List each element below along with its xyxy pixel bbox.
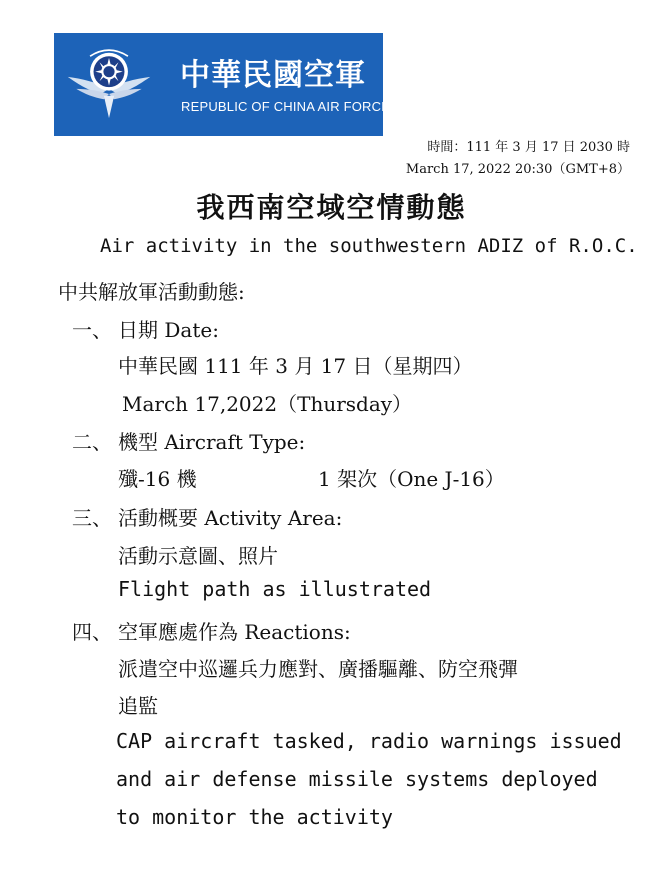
activity-chinese: 活動示意圖、照片 [118,544,278,568]
activity-english: Flight path as illustrated [118,577,432,601]
section-3-number: 三、 [72,506,112,530]
section-4-heading: 空軍應處作為 Reactions: [118,620,351,644]
page-subtitle: Air activity in the southwestern ADIZ of R.O.C. [100,235,638,257]
aircraft-count: 1 架次（One J-16） [318,467,505,491]
logo-english-name: REPUBLIC OF CHINA AIR FORCE [181,99,391,114]
report-time-chinese: 時間：111 年 3 月 17 日 2030 時 [427,140,630,155]
section-2-heading: 機型 Aircraft Type: [118,430,306,454]
reactions-chinese-line-1: 派遣空中巡邏兵力應對、廣播驅離、防空飛彈 [118,657,518,681]
reactions-english-line-2: and air defense missile systems deployed [116,767,598,791]
date-chinese: 中華民國 111 年 3 月 17 日（星期四） [118,354,473,378]
reactions-english-line-3: to monitor the activity [116,805,393,829]
logo-chinese-name: 中華民國空軍 [180,58,366,93]
reactions-chinese-line-2: 追監 [118,694,158,718]
section-3-heading: 活動概要 Activity Area: [118,506,343,530]
roc-air-force-emblem-icon [66,39,152,125]
reactions-english-line-1: CAP aircraft tasked, radio warnings issued [116,729,622,753]
section-1-number: 一、 [72,318,112,342]
section-1-heading: 日期 Date: [118,318,219,342]
page-title: 我西南空域空情動態 [196,191,467,224]
section-2-number: 二、 [72,430,112,454]
date-english: March 17,2022（Thursday） [122,392,413,416]
intro-heading: 中共解放軍活動動態: [58,280,245,304]
air-force-logo [54,33,391,136]
section-4-number: 四、 [72,620,112,644]
report-time-english: March 17, 2022 20:30（GMT+8） [405,162,630,177]
aircraft-name: 殲-16 機 [118,467,197,491]
